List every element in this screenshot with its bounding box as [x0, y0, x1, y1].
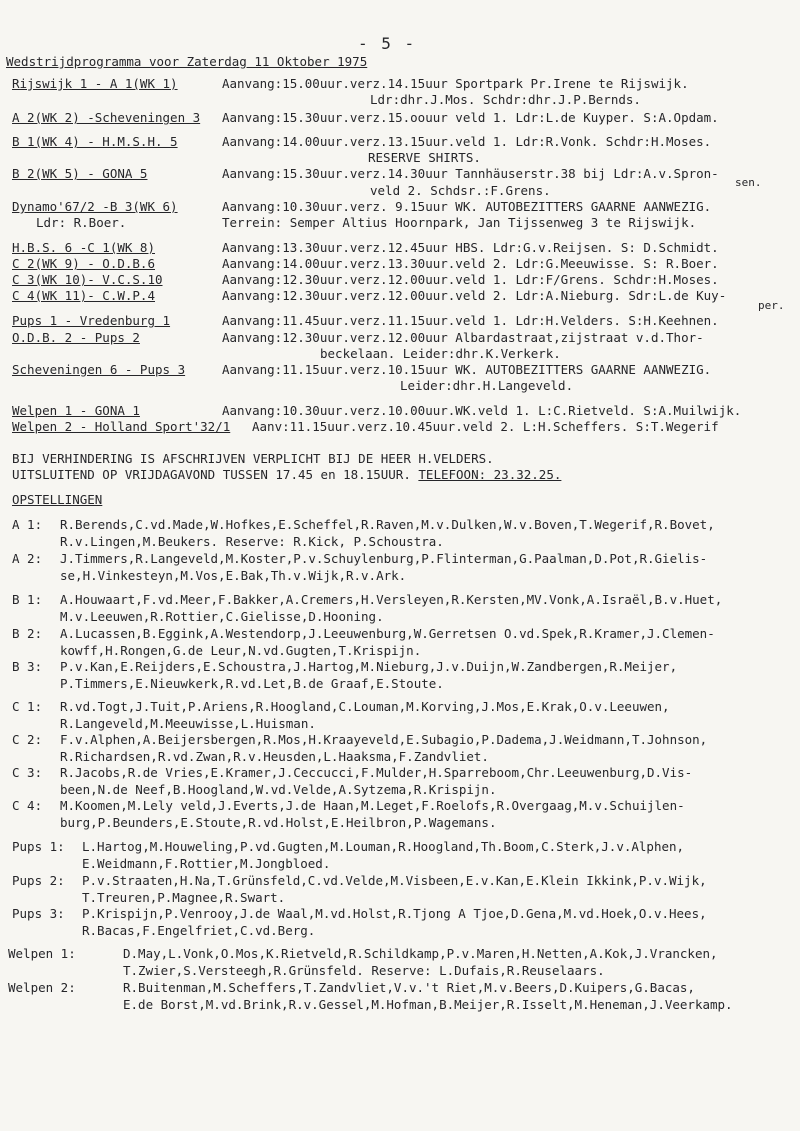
match-info: Aanvang:12.30uur.verz.12.00uur.veld 1. Ldr:F/Grens. Schdr:H.Moses.	[222, 272, 719, 287]
lineup-players: R.Jacobs,R.de Vries,E.Kramer,J.Ceccucci,F.Mulder,H.Sparreboom,Chr.Leeuwenburg,D.Vis- been,N.de Neef,B.Hoogland,W.vd.Velde,A.Sytzema,R.Krispijn.	[60, 765, 693, 797]
lineup-label: A 2:	[12, 551, 43, 566]
match-team: C 2(WK 9) - O.D.B.6	[12, 256, 155, 271]
lineup-label: C 3:	[12, 765, 43, 780]
notice-text: UITSLUITEND OP VRIJDAGAVOND TUSSEN 17.45 en 18.15UUR.	[12, 467, 411, 482]
match-info-cont: Ldr:dhr.J.Mos. Schdr:dhr.J.P.Bernds.	[370, 92, 641, 107]
page-number: - 5 -	[358, 34, 417, 53]
match-team: C 3(WK 10)- V.C.S.10	[12, 272, 163, 287]
lineup	[12, 658, 792, 692]
lineup	[12, 872, 792, 906]
lineup-label: B 3:	[12, 659, 43, 674]
match-info: Aanvang:10.30uur.verz.10.00uur.WK.veld 1. L:C.Rietveld. S:A.Muilwijk.	[222, 403, 742, 418]
match-leader: Ldr: R.Boer.	[36, 215, 127, 230]
match-team: B 1(WK 4) - H.M.S.H. 5	[12, 134, 178, 149]
lineup	[12, 698, 792, 732]
match-team: Rijswijk 1 - A 1(WK 1)	[12, 76, 178, 91]
notice-line	[12, 467, 561, 483]
match-info: Aanvang:11.15uur.verz.10.15uur WK. AUTOBEZITTERS GAARNE AANWEZIG.	[222, 362, 712, 377]
match-info-wrap: per.	[758, 299, 785, 312]
lineup-players: R.Buitenman,M.Scheffers,T.Zandvliet,V.v.'t Riet,M.v.Beers,D.Kuipers,G.Bacas, E.de Borst,M.vd.Brink,R.v.Gessel,M.Hofman,B.Meijer,R.Isselt,M.Heneman,J.Veerkamp.	[123, 980, 733, 1012]
page-title: Wedstrijdprogramma voor Zaterdag 11 Oktober 1975	[6, 54, 368, 69]
match-info: Aanv:11.15uur.verz.10.45uur.veld 2. L:H.Scheffers. S:T.Wegerif	[252, 419, 719, 434]
match-info: Aanvang:15.30uur.verz.14.30uur Tannhäuserstr.38 bij Ldr:A.v.Spron-	[222, 166, 719, 181]
match-team: A 2(WK 2) -Scheveningen 3	[12, 110, 201, 125]
match-team: O.D.B. 2 - Pups 2	[12, 330, 140, 345]
lineup	[12, 516, 792, 550]
match-team: Welpen 2 - Holland Sport'32/1	[12, 419, 231, 434]
lineup	[8, 945, 788, 979]
match-team: C 4(WK 11)- C.W.P.4	[12, 288, 155, 303]
lineup	[8, 979, 788, 1013]
match-info: Aanvang:11.45uur.verz.11.15uur.veld 1. Ldr:H.Velders. S:H.Keehnen.	[222, 313, 719, 328]
lineup-players: M.Koomen,M.Lely veld,J.Everts,J.de Haan,M.Leget,F.Roelofs,R.Overgaag,M.v.Schuijlen- burg,P.Beunders,E.Stoute,R.vd.Holst,E.Heilbron,P.Wagemans.	[60, 798, 685, 830]
match-info-cont: Leider:dhr.H.Langeveld.	[400, 378, 574, 393]
lineup-players: P.Krispijn,P.Venrooy,J.de Waal,M.vd.Holst,R.Tjong A Tjoe,D.Gena,M.vd.Hoek,O.v.Hees, R.Bacas,F.Engelfriet,C.vd.Berg.	[82, 906, 707, 938]
match-info: Aanvang:14.00uur.verz.13.15uur.veld 1. Ldr:R.Vonk. Schdr:H.Moses.	[222, 134, 712, 149]
lineup	[12, 625, 792, 659]
lineup-players: L.Hartog,M.Houweling,P.vd.Gugten,M.Louman,R.Hoogland,Th.Boom,C.Sterk,J.v.Alphen, E.Weidmann,F.Rottier,M.Jongbloed.	[82, 839, 685, 871]
lineup-label: C 1:	[12, 699, 43, 714]
match-info-cont: beckelaan. Leider:dhr.K.Verkerk.	[320, 346, 561, 361]
match-team: H.B.S. 6 -C 1(WK 8)	[12, 240, 155, 255]
lineup-players: R.Berends,C.vd.Made,W.Hofkes,E.Scheffel,R.Raven,M.v.Dulken,W.v.Boven,T.Wegerif,R.Bovet, R.v.Lingen,M.Beukers. Reserve: R.Kick, P.Schoustra.	[60, 517, 715, 549]
lineup-label: Welpen 1:	[8, 946, 76, 961]
lineup-players: R.vd.Togt,J.Tuit,P.Ariens,R.Hoogland,C.Louman,M.Korving,J.Mos,E.Krak,O.v.Leeuwen, R.Langeveld,M.Meeuwisse,L.Huisman.	[60, 699, 670, 731]
match-info: Aanvang:14.00uur.verz.13.30uur.veld 2. Ldr:G.Meeuwisse. S: R.Boer.	[222, 256, 719, 271]
match-info-wrap: sen.	[735, 176, 762, 189]
lineup	[12, 838, 792, 872]
lineup-label: Pups 1:	[12, 839, 65, 854]
match-info-cont: Terrein: Semper Altius Hoornpark, Jan Tijssenweg 3 te Rijswijk.	[222, 215, 697, 230]
lineup	[12, 797, 792, 831]
lineup	[12, 550, 792, 584]
lineup-label: A 1:	[12, 517, 43, 532]
lineup-label: Welpen 2:	[8, 980, 76, 995]
match-info: Aanvang:12.30uur.verz.12.00uur.veld 2. Ldr:A.Nieburg. Sdr:L.de Kuy-	[222, 288, 727, 303]
match-info: Aanvang:15.30uur.verz.15.oouur veld 1. Ldr:L.de Kuyper. S:A.Opdam.	[222, 110, 719, 125]
lineup	[12, 764, 792, 798]
match-team: Welpen 1 - GONA 1	[12, 403, 140, 418]
lineup-players: A.Houwaart,F.vd.Meer,F.Bakker,A.Cremers,H.Versleyen,R.Kersten,MV.Vonk,A.Israël,B.v.Huet, M.v.Leeuwen,R.Rottier,C.Gielisse,D.Hooning.	[60, 592, 723, 624]
match-info: Aanvang:13.30uur.verz.12.45uur HBS. Ldr:G.v.Reijsen. S: D.Schmidt.	[222, 240, 719, 255]
lineup-players: P.v.Kan,E.Reijders,E.Schoustra,J.Hartog,M.Nieburg,J.v.Duijn,W.Zandbergen,R.Meijer, P.Timmers,E.Nieuwkerk,R.vd.Let,B.de Graaf,E.Stoute.	[60, 659, 678, 691]
lineup-label: Pups 2:	[12, 873, 65, 888]
match-team: Scheveningen 6 - Pups 3	[12, 362, 186, 377]
notice-phone: TELEFOON: 23.32.25.	[418, 467, 562, 482]
match-team: Dynamo'67/2 -B 3(WK 6)	[12, 199, 178, 214]
match-info: Aanvang:12.30uur.verz.12.00uur Albardastraat,zijstraat v.d.Thor-	[222, 330, 704, 345]
lineup	[12, 591, 792, 625]
match-team: B 2(WK 5) - GONA 5	[12, 166, 148, 181]
notice-line: BIJ VERHINDERING IS AFSCHRIJVEN VERPLICHT BIJ DE HEER H.VELDERS.	[12, 451, 494, 466]
match-team: Pups 1 - Vredenburg 1	[12, 313, 171, 328]
lineup-label: C 4:	[12, 798, 43, 813]
lineup-players: D.May,L.Vonk,O.Mos,K.Rietveld,R.Schildkamp,P.v.Maren,H.Netten,A.Kok,J.Vrancken, T.Zwier,S.Versteegh,R.Grünsfeld. Reserve: L.Dufais,R.Reuselaars.	[123, 946, 718, 978]
lineup	[12, 905, 792, 939]
lineup-label: C 2:	[12, 732, 43, 747]
lineups-heading: OPSTELLINGEN	[12, 492, 103, 507]
lineup-label: B 1:	[12, 592, 43, 607]
lineup-players: A.Lucassen,B.Eggink,A.Westendorp,J.Leeuwenburg,W.Gerretsen O.vd.Spek,R.Kramer,J.Clemen- kowff,H.Rongen,G.de Leur,N.vd.Gugten,T.Krispijn.	[60, 626, 715, 658]
lineup	[12, 731, 792, 765]
lineup-players: F.v.Alphen,A.Beijersbergen,R.Mos,H.Kraayeveld,E.Subagio,P.Dadema,J.Weidmann,T.Johnson, R.Richardsen,R.vd.Zwan,R.v.Heusden,L.Haaksma,F.Zandvliet.	[60, 732, 708, 764]
lineup-players: J.Timmers,R.Langeveld,M.Koster,P.v.Schuylenburg,P.Flinterman,G.Paalman,D.Pot,R.Gielis- se,H.Vinkesteyn,M.Vos,E.Bak,Th.v.Wijk,R.v.Ark.	[60, 551, 708, 583]
match-info: Aanvang:15.00uur.verz.14.15uur Sportpark Pr.Irene te Rijswijk.	[222, 76, 689, 91]
lineup-label: Pups 3:	[12, 906, 65, 921]
match-info-cont: RESERVE SHIRTS.	[368, 150, 481, 165]
match-info-cont: veld 2. Schdsr.:F.Grens.	[370, 183, 551, 198]
lineup-players: P.v.Straaten,H.Na,T.Grünsfeld,C.vd.Velde,M.Visbeen,E.v.Kan,E.Klein Ikkink,P.v.Wijk, T.Treuren,P.Magnee,R.Swart.	[82, 873, 707, 905]
match-info: Aanvang:10.30uur.verz. 9.15uur WK. AUTOBEZITTERS GAARNE AANWEZIG.	[222, 199, 712, 214]
lineup-label: B 2:	[12, 626, 43, 641]
